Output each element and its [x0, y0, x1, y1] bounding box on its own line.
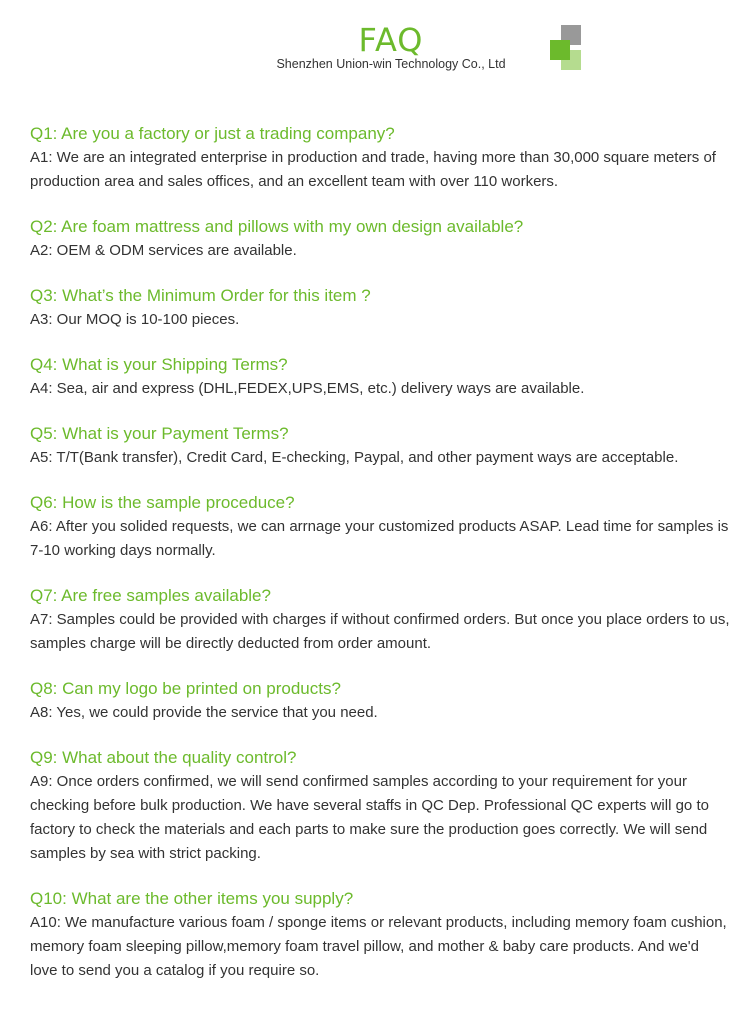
faq-item	[30, 748, 730, 866]
faq-item	[30, 124, 730, 194]
faq-question: Q2: Are foam mattress and pillows with my own design available?	[30, 217, 524, 236]
faq-answer: A7: Samples could be provided with charges if without confirmed orders. But once you place orders to us, samples charge will be directly deducted from order amount.	[30, 611, 730, 652]
faq-question: Q10: What are the other items you supply?	[30, 889, 354, 908]
faq-item	[30, 355, 730, 401]
faq-item	[30, 493, 730, 563]
faq-list	[30, 124, 730, 1006]
faq-question: Q9: What about the quality control?	[30, 748, 297, 767]
company-name: Shenzhen Union-win Technology Co., Ltd	[276, 57, 506, 71]
faq-question: Q4: What is your Shipping Terms?	[30, 355, 288, 374]
faq-question: Q7: Are free samples available?	[30, 586, 271, 605]
page-title: FAQ	[358, 21, 424, 59]
faq-question: Q5: What is your Payment Terms?	[30, 424, 289, 443]
faq-question: Q3: What’s the Minimum Order for this item ?	[30, 286, 371, 305]
faq-answer: A3: Our MOQ is 10-100 pieces.	[30, 311, 240, 328]
faq-answer: A8: Yes, we could provide the service that you need.	[30, 704, 378, 721]
faq-answer: A1: We are an integrated enterprise in production and trade, having more than 30,000 square meters of production area and sales offices, and an excellent team with over 110 workers.	[30, 149, 716, 190]
faq-answer: A9: Once orders confirmed, we will send confirmed samples according to your requirement for your checking before bulk production. We have several staffs in QC Dep. Professional QC experts will go to factory to check the materials and each parts to make sure the production goes correctly. We will send samples by sea with strict packing.	[30, 773, 709, 862]
faq-item	[30, 286, 730, 332]
faq-answer: A6: After you solided requests, we can arrnage your customized products ASAP. Lead time for samples is 7-10 working days normally.	[30, 518, 729, 559]
faq-item	[30, 586, 730, 656]
page-header	[0, 18, 750, 78]
faq-answer: A5: T/T(Bank transfer), Credit Card, E-checking, Paypal, and other payment ways are acceptable.	[30, 449, 679, 466]
faq-answer: A2: OEM & ODM services are available.	[30, 242, 297, 259]
faq-item	[30, 889, 730, 983]
company-logo-icon	[550, 25, 582, 71]
logo-green-square	[550, 40, 570, 60]
faq-answer: A4: Sea, air and express (DHL,FEDEX,UPS,EMS, etc.) delivery ways are available.	[30, 380, 585, 397]
faq-item	[30, 424, 730, 470]
faq-question: Q8: Can my logo be printed on products?	[30, 679, 341, 698]
faq-item	[30, 679, 730, 725]
faq-question: Q1: Are you a factory or just a trading company?	[30, 124, 395, 143]
faq-item	[30, 217, 730, 263]
faq-question: Q6: How is the sample proceduce?	[30, 493, 295, 512]
faq-answer: A10: We manufacture various foam / sponge items or relevant products, including memory foam cushion, memory foam sleeping pillow,memory foam travel pillow, and mother & baby care products. And we'd love to send you a catalog if you require so.	[30, 914, 727, 979]
